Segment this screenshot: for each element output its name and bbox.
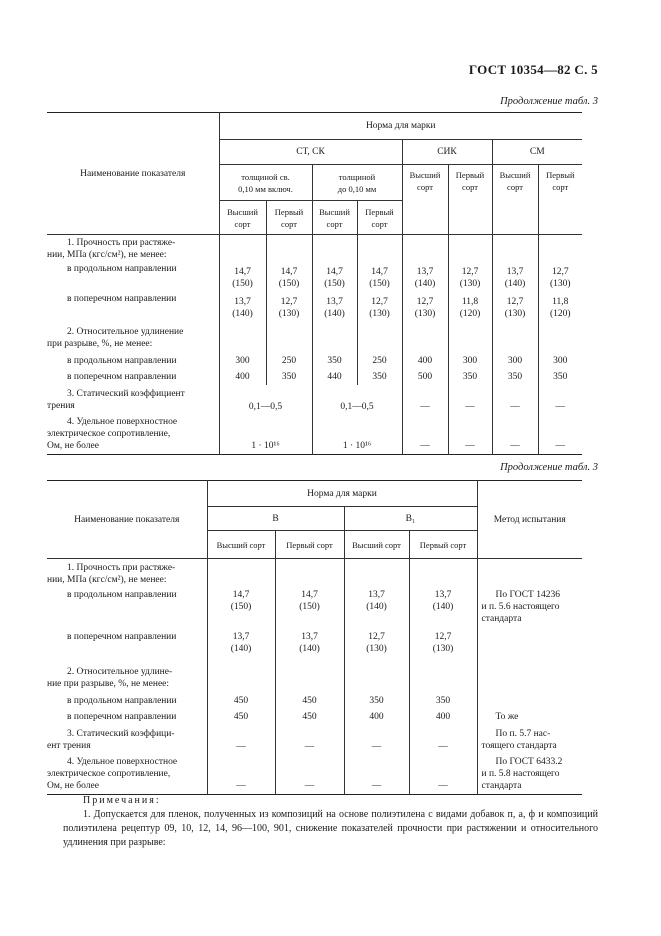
cell: 450: [207, 693, 275, 709]
cell: 300: [219, 353, 266, 369]
grade-header: Первый сорт: [409, 531, 477, 559]
cell: —: [409, 755, 477, 795]
cell: —: [538, 385, 582, 415]
table-1: [47, 112, 582, 455]
row-strength-label: 1. Прочность при растяже- нии, МПа (кгс/см²), не менее:: [47, 562, 176, 585]
cell: 350: [538, 369, 582, 385]
group-ct-ck: СТ, СК: [219, 140, 402, 165]
cell: 350: [448, 369, 492, 385]
cell: 350: [409, 693, 477, 709]
cell: 14,7 (150): [266, 263, 312, 293]
cell: 450: [275, 693, 344, 709]
cell: 12,7 (130): [402, 293, 448, 323]
cell: —: [402, 385, 448, 415]
cell: 13,7 (140): [207, 631, 275, 663]
notes-title: Примечания:: [83, 795, 161, 806]
cell: 11,8 (120): [448, 293, 492, 323]
cell: 1 · 10¹⁶: [312, 415, 402, 455]
group-sik: СИК: [402, 140, 492, 165]
cell: 14,7 (150): [275, 589, 344, 631]
cell: —: [492, 385, 538, 415]
cell: 13,7 (140): [219, 293, 266, 323]
cell: 14,7 (150): [312, 263, 357, 293]
row-strength-label: 1. Прочность при растяже- нии, МПа (кгс/см²), не менее:: [47, 237, 176, 260]
cell: 12,7 (130): [344, 631, 409, 663]
table-row: 4. Удельное поверхностное электрическое сопротивление, Ом, не более 1 · 10¹⁶ 1 · 10¹⁶ — — — —: [47, 415, 582, 455]
cell: 250: [266, 353, 312, 369]
row-elongation-label: 2. Относительное удлине- ние при разрыве, %, не менее:: [47, 666, 173, 689]
table-row: 3. Статический коэффициент трения 0,1—0,5 0,1—0,5 — — — —: [47, 385, 582, 415]
cell: 13,7 (140): [402, 263, 448, 293]
cell: 12,7 (130): [448, 263, 492, 293]
grade-header: Высший сорт: [219, 201, 266, 235]
cell: —: [492, 415, 538, 455]
cell: 400: [344, 709, 409, 725]
method-header: Метод испытания: [477, 481, 582, 559]
cell: 14,7 (150): [219, 263, 266, 293]
grade-header: Первый сорт: [448, 165, 492, 235]
grade-header: Первый сорт: [357, 201, 402, 235]
cell: 300: [448, 353, 492, 369]
cell: 13,7 (140): [312, 293, 357, 323]
grade-header: Первый сорт: [275, 531, 344, 559]
cell: —: [207, 755, 275, 795]
table-row: 3. Статический коэффици- ент трения — — — — По п. 5.7 нас- тоящего стандарта: [47, 725, 582, 755]
cell: 13,7 (140): [344, 589, 409, 631]
table2-caption: Продолжение табл. 3: [500, 462, 598, 473]
cell: 350: [266, 369, 312, 385]
cell: 300: [492, 353, 538, 369]
grade-header: Высший сорт: [492, 165, 538, 235]
cell: 14,7 (150): [357, 263, 402, 293]
cell: 500: [402, 369, 448, 385]
thickness-1: толщиной св. 0,10 мм включ.: [219, 165, 312, 201]
norm-header: Норма для марки: [207, 481, 477, 507]
cell: —: [448, 385, 492, 415]
cell: 12,7 (130): [492, 293, 538, 323]
table-row: в продольном направлении 14,7 (150) 14,7 (150) 14,7 (150) 14,7 (150) 13,7 (140) 12,7 (130) 13,7 (140) 12,7 (130): [47, 263, 582, 293]
table-row: в продольном направлении 300 250 350 250 400 300 300 300: [47, 353, 582, 369]
group-sm: СМ: [492, 140, 582, 165]
cell: 1 · 10¹⁶: [219, 415, 312, 455]
table-row: в продольном направлении 450 450 350 350: [47, 693, 582, 709]
thickness-2: толщиной до 0,10 мм: [312, 165, 402, 201]
cell: —: [207, 725, 275, 755]
cell: 400: [409, 709, 477, 725]
method-cell: По ГОСТ 14236 и п. 5.6 настоящего стандарта: [477, 589, 582, 631]
cell: 0,1—0,5: [312, 385, 402, 415]
table-row: в поперечном направлении 400 350 440 350 500 350 350 350: [47, 369, 582, 385]
cell: —: [275, 755, 344, 795]
cell: 12,7 (130): [409, 631, 477, 663]
cell: 400: [402, 353, 448, 369]
cell: —: [344, 725, 409, 755]
group-b: В: [207, 507, 344, 531]
cell: —: [409, 725, 477, 755]
notes: [63, 794, 598, 850]
table-2: [47, 480, 582, 795]
cell: 12,7 (130): [538, 263, 582, 293]
norm-header: Норма для марки: [219, 113, 582, 140]
grade-header: Высший сорт: [312, 201, 357, 235]
cell: —: [402, 415, 448, 455]
table-row: в поперечном направлении 13,7 (140) 12,7 (130) 13,7 (140) 12,7 (130) 12,7 (130) 11,8 (120) 12,7 (130) 11,8 (120): [47, 293, 582, 323]
table-row: в продольном направлении 14,7 (150) 14,7 (150) 13,7 (140) 13,7 (140) По ГОСТ 14236 и п. 5.6 настоящего стандарта: [47, 589, 582, 631]
cell: 13,7 (140): [409, 589, 477, 631]
grade-header: Высший сорт: [207, 531, 275, 559]
method-cell: То же: [477, 709, 582, 725]
cell: 350: [492, 369, 538, 385]
row-elongation-label: 2. Относительное удлинение при разрыве, %, не менее:: [47, 326, 184, 349]
grade-header: Высший сорт: [402, 165, 448, 235]
cell: 350: [312, 353, 357, 369]
cell: 11,8 (120): [538, 293, 582, 323]
cell: 12,7 (130): [357, 293, 402, 323]
cell: 13,7 (140): [492, 263, 538, 293]
cell: 300: [538, 353, 582, 369]
cell: 13,7 (140): [275, 631, 344, 663]
table-row: в поперечном направлении 450 450 400 400 То же: [47, 709, 582, 725]
table-row: в поперечном направлении 13,7 (140) 13,7 (140) 12,7 (130) 12,7 (130): [47, 631, 582, 663]
method-cell: По ГОСТ 6433.2 и п. 5.8 настоящего стандарта: [477, 755, 582, 795]
col-header: Наименование показателя: [47, 113, 219, 235]
cell: —: [344, 755, 409, 795]
grade-header: Первый сорт: [538, 165, 582, 235]
note-1: 1. Допускается для пленок, полученных из композиций на основе полиэтилена с видами добавок п, а, ф и композиций полиэтилена рецептур 09, 10, 12, 14, 96—100, 901, снижение показателей прочности при растяжении и относительного удлинения при разрыве:: [63, 809, 598, 848]
cell: 350: [357, 369, 402, 385]
grade-header: Первый сорт: [266, 201, 312, 235]
col-header: Наименование показателя: [47, 481, 207, 559]
cell: 450: [207, 709, 275, 725]
cell: 450: [275, 709, 344, 725]
grade-header: Высший сорт: [344, 531, 409, 559]
method-cell: По п. 5.7 нас- тоящего стандарта: [477, 725, 582, 755]
cell: 14,7 (150): [207, 589, 275, 631]
cell: 440: [312, 369, 357, 385]
page-header: ГОСТ 10354—82 С. 5: [468, 62, 598, 77]
cell: 12,7 (130): [266, 293, 312, 323]
cell: 350: [344, 693, 409, 709]
table-row: 4. Удельное поверхностное электрическое сопротивление, Ом, не более — — — — По ГОСТ 6433.2 и п. 5.8 настоящего стандарта: [47, 755, 582, 795]
cell: —: [538, 415, 582, 455]
cell: 0,1—0,5: [219, 385, 312, 415]
group-b1: В₁: [344, 507, 477, 531]
table1-caption: Продолжение табл. 3: [500, 96, 598, 107]
cell: —: [448, 415, 492, 455]
cell: —: [275, 725, 344, 755]
cell: 250: [357, 353, 402, 369]
cell: 400: [219, 369, 266, 385]
